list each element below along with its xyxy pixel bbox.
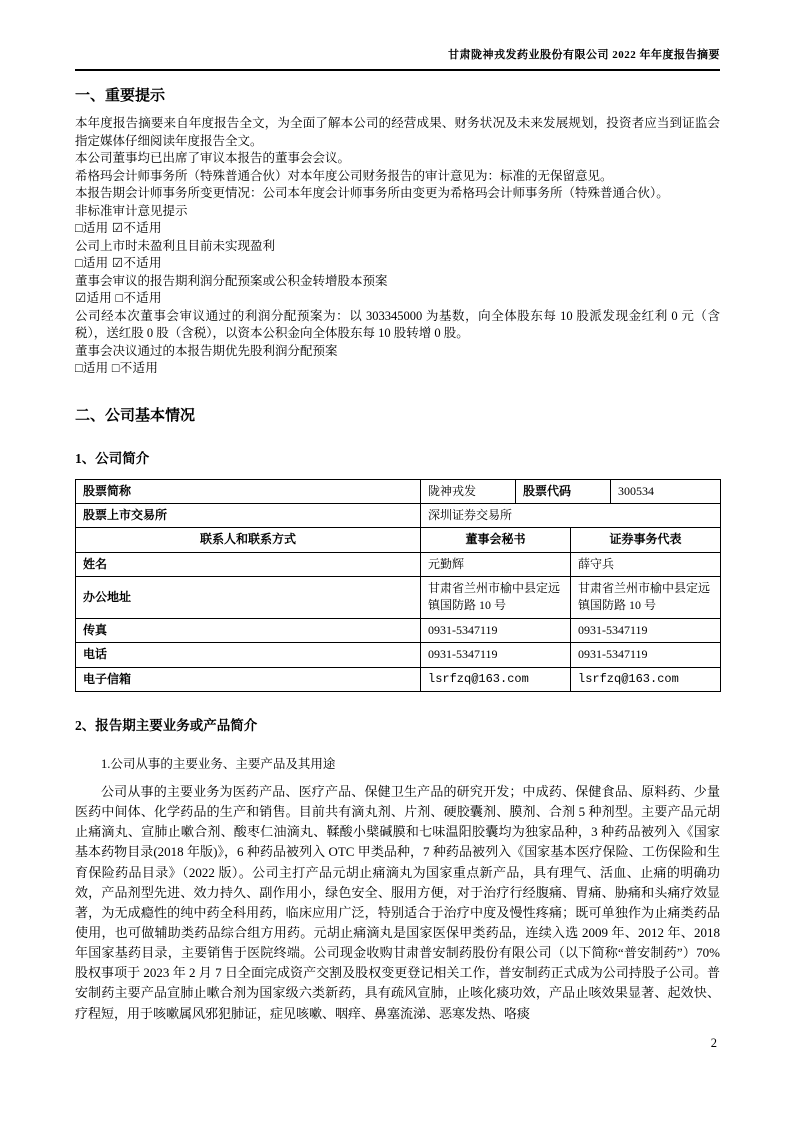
company-info-table <box>75 479 721 693</box>
applicability-options: □适用 □不适用 <box>75 361 159 375</box>
fax-label: 传真 <box>76 618 421 642</box>
notice-paragraph: 公司上市时未盈利且目前未实现盈利 <box>75 238 276 253</box>
contact-header-label: 联系人和联系方式 <box>76 528 421 552</box>
notice-paragraph: 非标准审计意见提示 <box>75 203 188 218</box>
rep-phone: 0931-5347119 <box>571 643 721 667</box>
secretary-address: 甘肃省兰州市榆中县定远镇国防路 10 号 <box>421 577 571 619</box>
table-row <box>76 667 721 691</box>
applicability-options: □适用 ☑不适用 <box>75 221 162 235</box>
stock-abbr-value: 陇神戎发 <box>421 479 516 503</box>
page-header <box>75 46 720 71</box>
table-row <box>76 577 721 619</box>
securities-rep-header: 证券事务代表 <box>571 528 721 552</box>
subsection-title-main-business: 2、报告期主要业务或产品简介 <box>75 718 258 734</box>
secretary-phone: 0931-5347119 <box>421 643 571 667</box>
secretary-fax: 0931-5347119 <box>421 618 571 642</box>
section-title-company-profile: 二、公司基本情况 <box>75 407 196 424</box>
applicability-options: ☑适用 □不适用 <box>75 291 162 305</box>
table-row <box>76 479 721 503</box>
secretary-name: 元勤辉 <box>421 552 571 576</box>
section-title-important-notice: 一、重要提示 <box>75 88 166 104</box>
rep-address: 甘肃省兰州市榆中县定远镇国防路 10 号 <box>571 577 721 619</box>
applicability-options: □适用 ☑不适用 <box>75 256 162 270</box>
notice-paragraph: 本公司董事均已出席了审议本报告的董事会会议。 <box>75 151 351 165</box>
table-row <box>76 643 721 667</box>
table-row <box>76 528 721 552</box>
name-label: 姓名 <box>76 552 421 576</box>
table-row <box>76 503 721 527</box>
notice-paragraph: 本年度报告摘要来自年度报告全文，为全面了解本公司的经营成果、财务状况及未来发展规划，投资者应当到证监会指定媒体仔细阅读年度报告全文。 <box>75 116 720 148</box>
subsection-title-company-intro: 1、公司简介 <box>75 450 150 466</box>
stock-code-label: 股票代码 <box>516 479 611 503</box>
table-row <box>76 618 721 642</box>
rep-name: 薛守兵 <box>571 552 721 576</box>
rep-fax: 0931-5347119 <box>571 618 721 642</box>
business-list-heading: 1.公司从事的主要业务、主要产品及其用途 <box>101 757 336 772</box>
page-number: 2 <box>710 1036 717 1050</box>
notice-paragraph: 董事会决议通过的本报告期优先股利润分配预案 <box>75 343 338 358</box>
notice-paragraph: 公司经本次董事会审议通过的利润分配预案为：以 303345000 为基数，向全体股东每 10 股派发现金红利 0 元（含税），送红股 0 股（含税），以资本公积金向全体股东每 10 股转增 0 股。 <box>75 308 720 340</box>
phone-label: 电话 <box>76 643 421 667</box>
board-secretary-header: 董事会秘书 <box>421 528 571 552</box>
stock-code-value: 300534 <box>611 479 721 503</box>
important-notice-body <box>75 115 720 378</box>
office-address-label: 办公地址 <box>76 577 421 619</box>
stock-abbr-label: 股票简称 <box>76 479 421 503</box>
exchange-value: 深圳证券交易所 <box>421 503 721 527</box>
notice-paragraph: 董事会审议的报告期利润分配预案或公积金转增股本预案 <box>75 273 388 288</box>
notice-paragraph: 希格玛会计师事务所（特殊普通合伙）对本年度公司财务报告的审计意见为：标准的无保留意见。 <box>75 168 613 183</box>
secretary-email: lsrfzq@163.com <box>421 667 571 691</box>
exchange-label: 股票上市交易所 <box>76 503 421 527</box>
rep-email: lsrfzq@163.com <box>571 667 721 691</box>
business-description-paragraph: 公司从事的主要业务为医药产品、医疗产品、保健卫生产品的研究开发；中成药、保健食品、原料药、少量医药中间体、化学药品的生产和销售。目前共有滴丸剂、片剂、硬胶囊剂、膜剂、合剂 5 种剂型。主要产品元胡止痛滴丸、宣肺止嗽合剂、酸枣仁油滴丸、鞣酸小檗碱膜和七味温阳胶囊均为独家品种，3 种药品被列入《国家基本药物目录(2018 年版)》，6 种药品被列入 OTC 甲类品种，7 种药品被列入《国家基本医疗保险、工伤保险和生育保险药品目录》（2022 版）。公司主打产品元胡止痛滴丸为国家重点新产品，具有理气、活血、止痛的明确功效，产品剂型先进、效力持久、副作用小，绿色安全、服用方便，对于治疗行经腹痛、胃痛、胁痛和头痛疗效显著，为无成瘾性的纯中药全科用药，临床应用广泛，特别适合于治疗中度及慢性疼痛；既可单独作为止痛类药品使用，也可做辅助类药品综合组方用药。元胡止痛滴丸是国家医保甲类药品，连续入选 2009 年、2012 年、2018 年国家基药目录，主要销售于医院终端。公司现金收购甘肃普安制药股份有限公司（以下简称“普安制药”）70%股权事项于 2023 年 2 月 7 日全面完成资产交割及股权变更登记相关工作，普安制药正式成为公司持股子公司。普安制药主要产品宣肺止嗽合剂为国家级六类新药，具有疏风宣肺，止咳化痰功效，产品止咳效果显著、起效快、疗程短，用于咳嗽属风邪犯肺证，症见咳嗽、咽痒、鼻塞流涕、恶寒发热、咯痰 <box>75 784 720 1021</box>
email-label: 电子信箱 <box>76 667 421 691</box>
notice-paragraph: 本报告期会计师事务所变更情况：公司本年度会计师事务所由变更为希格玛会计师事务所（特殊普通合伙）。 <box>75 186 669 200</box>
table-row <box>76 552 721 576</box>
report-title: 甘肃陇神戎发药业股份有限公司 2022 年年度报告摘要 <box>448 49 720 61</box>
